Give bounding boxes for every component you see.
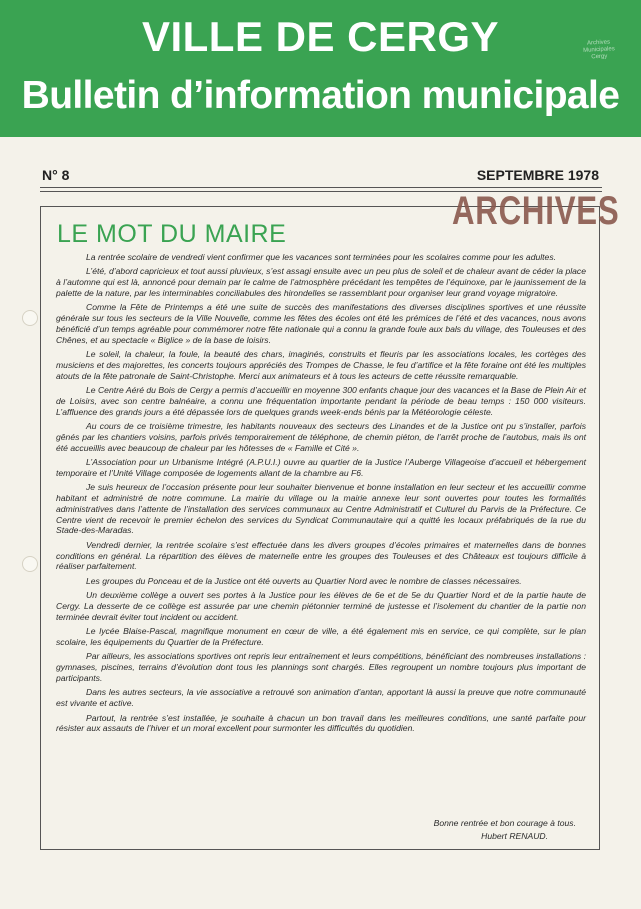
article-paragraph: Le Centre Aéré du Bois de Cergy a permis d’accueillir en moyenne 300 enfants chaque jour des vacances et la Base de Plein Air et de Loisirs, avec son centre balnéaire, a connu une fréquentation importante pendant la période de beau temps : 150 000 visiteurs. L’affluence des grands jours a été dépassée lors de quelques grands week-ends bénis par la Météorologie céleste. bbox=[56, 385, 586, 417]
stamp-line: Archives bbox=[586, 39, 611, 47]
article-paragraph: Le soleil, la chaleur, la foule, la beauté des chars, imaginés, construits et fleuris par les associations locales, les cortèges des musiciens et des majorettes, les concerts toujours appréciés des Trompes de Chasse, le feu d’artifice et la fête foraine ont été les multiples atouts de la fête patronale de Saint-Christophe. Merci aux animateurs et à tous les acteurs de cette réussite remarquable. bbox=[56, 349, 586, 381]
issue-number: N° 8 bbox=[42, 167, 70, 183]
article-paragraph: Je suis heureux de l’occasion présente pour leur souhaiter bienvenue et bonne installation en leur secteur et les accueillir comme habitant et administré de notre commune. La mairie du village ou la mairie annexe leur sont ouvertes pour toutes les formalités administratives dans l’attente de l’installation des services communaux au Centre Administratif et Culturel du Parvis de la Préfecture. Ce Centre vient de recevoir le premier échelon des services du Syndicat Communautaire qui a quitté les locaux préfabriqués de la rue du Stade-des-Maradas. bbox=[56, 482, 586, 536]
masthead-title: VILLE DE CERGY bbox=[141, 13, 500, 60]
closing-greeting: Bonne rentrée et bon courage à tous. bbox=[433, 818, 576, 828]
stamp-line: Municipales bbox=[582, 46, 615, 54]
punch-hole bbox=[22, 556, 38, 572]
issue-date: SEPTEMBRE 1978 bbox=[476, 167, 599, 183]
archives-stamp: ARCHIVES bbox=[452, 189, 620, 233]
mayor-signature: Hubert RENAUD. bbox=[481, 831, 548, 841]
article-paragraph: L’été, d’abord capricieux et tout aussi pluvieux, s’est assagi ensuite avec un peu plus de soleil et de chaleur avant de céder la place à l’automne qui est là, annoncé pour demain par le calme de l’atmosphère précédant les tempêtes de l’équinoxe, par le jaunissement de la palette de la nature, par les interminables conciliabules des hirondelles se rassemblant pour organiser leur grand voyage migratoire. bbox=[56, 266, 586, 298]
article-paragraph: Dans les autres secteurs, la vie associative a retrouvé son animation d’antan, apportant là aussi la preuve que notre communauté est vivante et active. bbox=[56, 687, 586, 709]
stamp-line: Cergy bbox=[591, 53, 608, 61]
punch-hole bbox=[22, 310, 38, 326]
article-paragraph: Comme la Fête de Printemps a été une suite de succès des manifestations des diverses disciplines sportives et une réussite générale sur tous les secteurs de la Ville Nouvelle, comme les fêtes des écoles ont été les prémices de l’été et des vacances, nous avons bénéficié d’un temps agréable pour commémorer notre fête nationale qui a connu la grande foule aux bals du village, des Touleuses et des Chênes, et au spectacle « Biglice » de la base de loisirs. bbox=[56, 302, 586, 345]
article-paragraph: La rentrée scolaire de vendredi vient confirmer que les vacances sont terminées pour les scolaires comme pour les adultes. bbox=[86, 252, 557, 262]
article-heading: LE MOT DU MAIRE bbox=[57, 220, 287, 248]
article-paragraph: Un deuxième collège a ouvert ses portes à la Justice pour les élèves de 6e et de 5e du Quartier Nord et de la partie haute de Cergy. La desserte de ce collège est assurée par une chemin piétonnier terminé de justesse et l’isolement du chantier de la partie non terminée devrait éviter tout incident ou accident. bbox=[56, 590, 586, 622]
article-paragraph: Vendredi dernier, la rentrée scolaire s’est effectuée dans les divers groupes d’écoles primaires et maternelles dans de bonnes conditions en général. La répartition des élèves de maternelle entre les groupes des Touleuses et des Châteaux est toujours difficile à réaliser parfaitement. bbox=[56, 539, 586, 572]
article-paragraph: Partout, la rentrée s’est installée, je souhaite à chacun un bon travail dans les meilleures conditions, une santé parfaite pour résister aux assauts de l’hiver et un moral excellent pour surmonter les difficultés du quotidien. bbox=[56, 712, 586, 734]
article-body bbox=[56, 252, 586, 738]
article-paragraph: Au cours de ce troisième trimestre, les habitants nouveaux des secteurs des Linandes et de la Justice ont pu s’installer, parfois gênés par les chantiers voisins, parfois privés temporairement de téléphone, de chemin piéton, de l’arrêt proche de l’autobus, mais ils ont été accueillis avec beaucoup de chaleur par les hôtesses de « Famille et Cité ». bbox=[56, 421, 586, 453]
article-paragraph: Le lycée Blaise-Pascal, magnifique monument en cœur de ville, a été également mis en service, ce qui complète, sur le plan scolaire, les équipements du Quartier de la Préfecture. bbox=[56, 626, 586, 648]
masthead-subtitle: Bulletin d’information municipale bbox=[21, 74, 620, 117]
archive-stamp-small bbox=[570, 39, 627, 63]
article-paragraph: Par ailleurs, les associations sportives ont repris leur entraînement et leurs compétitions, bénéficiant des nombreuses installations : gymnases, piscines, terrains d’évolution dont tous les plannings sont chargés. Elles regroupent un nombre toujours plus important de participants. bbox=[56, 651, 586, 684]
masthead bbox=[0, 0, 641, 137]
article-paragraph: L’Association pour un Urbanisme Intégré (A.P.U.I.) ouvre au quartier de la Justice l’Auberge Villageoise d’accueil et hébergement temporaire et l’Unité Village composée de logements allant de la chambre au F6. bbox=[56, 457, 586, 478]
article-paragraph: Les groupes du Ponceau et de la Justice ont été ouverts au Quartier Nord avec le nombre de classes nécessaires. bbox=[86, 575, 522, 586]
